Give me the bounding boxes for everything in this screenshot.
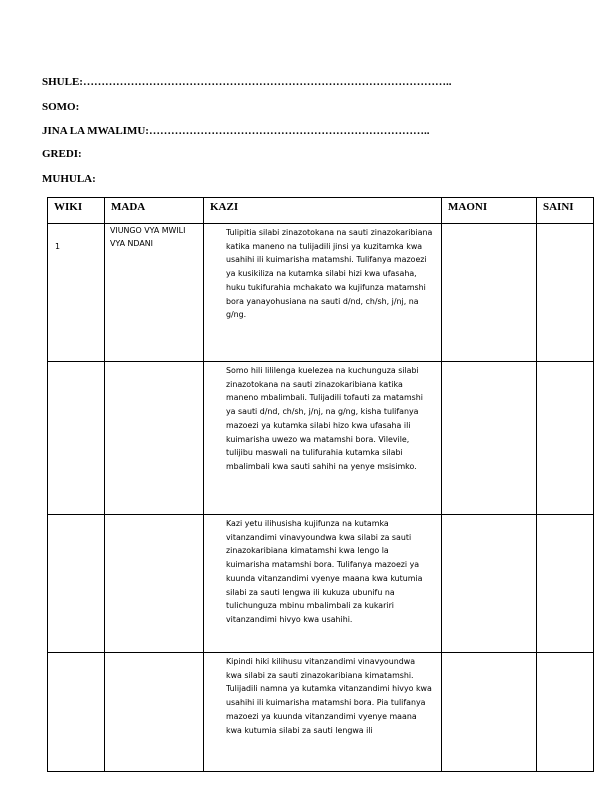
saini-cell <box>537 515 594 653</box>
column-header-maoni: MAONI <box>442 198 537 224</box>
shule-field: SHULE:……………………………………………………………………………………….. <box>42 76 452 88</box>
wiki-cell: 1 <box>48 224 105 362</box>
column-header-wiki: WIKI <box>48 198 105 224</box>
mada-cell <box>105 362 204 515</box>
maoni-cell <box>442 515 537 653</box>
mada-cell <box>105 653 204 772</box>
kazi-cell: Tulipitia silabi zinazotokana na sauti zinazokaribiana katika maneno na tulijadili jinsi ya kuzitamka kwa usahihi ili kuimarisha matamshi. Tulifanya mazoezi ya kusikiliza na kutamka silabi hizi kwa ufasaha, huku tukifurahia mchakato wa kujifunza matamshi bora yanayohusiana na sauti d/nd, ch/sh, j/nj, na g/ng. <box>204 224 442 362</box>
column-header-kazi: KAZI <box>204 198 442 224</box>
lesson-log-table <box>47 197 594 772</box>
column-header-mada: MADA <box>105 198 204 224</box>
maoni-cell <box>442 224 537 362</box>
kazi-cell: Kazi yetu ilihusisha kujifunza na kutamka vitanzandimi vinavyoundwa kwa silabi za sauti zinazokaribiana kimatamshi kwa lengo la kuimarisha matamshi bora. Tulifanya mazoezi ya kuunda vitanzandimi vyenye maana kwa kutumia silabi za sauti lengwa ili kukuza ubunifu na tulichunguza mbinu mbalimbali za kukariri vitanzandimi hivyo kwa usahihi. <box>204 515 442 653</box>
wiki-cell <box>48 515 105 653</box>
maoni-cell <box>442 653 537 772</box>
table-row <box>48 362 594 515</box>
table-row <box>48 515 594 653</box>
somo-field: SOMO: <box>42 101 80 113</box>
mada-cell: VIUNGO VYA MWILI VYA NDANI <box>105 224 204 362</box>
jina-la-mwalimu-field: JINA LA MWALIMU:………………………………………………………………….. <box>42 125 430 137</box>
table-row <box>48 224 594 362</box>
column-header-saini: SAINI <box>537 198 594 224</box>
wiki-cell <box>48 653 105 772</box>
wiki-cell <box>48 362 105 515</box>
kazi-text: Kipindi hiki kilihusu vitanzandimi vinavyoundwa kwa silabi za sauti zinazokaribiana kimatamshi. Tulijadili namna ya kutamka vitanzandimi hivyo kwa usahihi ili kuimarisha matamshi bora. Pia tulifanya mazoezi ya kuunda vitanzandimi vyenye maana kwa kutumia silabi za sauti lengwa ili <box>226 657 432 735</box>
saini-cell <box>537 653 594 772</box>
muhula-field: MUHULA: <box>42 173 96 185</box>
mada-cell <box>105 515 204 653</box>
table-header-row <box>48 198 594 224</box>
kazi-cell <box>204 653 442 772</box>
kazi-cell: Somo hili lililenga kuelezea na kuchunguza silabi zinazotokana na sauti zinazokaribiana katika maneno mbalimbali. Tulijadili tofauti za matamshi ya sauti d/nd, ch/sh, j/nj, na g/ng, kisha tulifanya mazoezi ya kutamka silabi hizo kwa ufasaha ili kuimarisha uwezo wa matamshi bora. Vilevile, tulijibu maswali na tulifurahia kutamka silabi mbalimbali kwa sauti sahihi na yenye msisimko. <box>204 362 442 515</box>
saini-cell <box>537 224 594 362</box>
gredi-field: GREDI: <box>42 148 82 160</box>
table-row <box>48 653 594 772</box>
maoni-cell <box>442 362 537 515</box>
saini-cell <box>537 362 594 515</box>
